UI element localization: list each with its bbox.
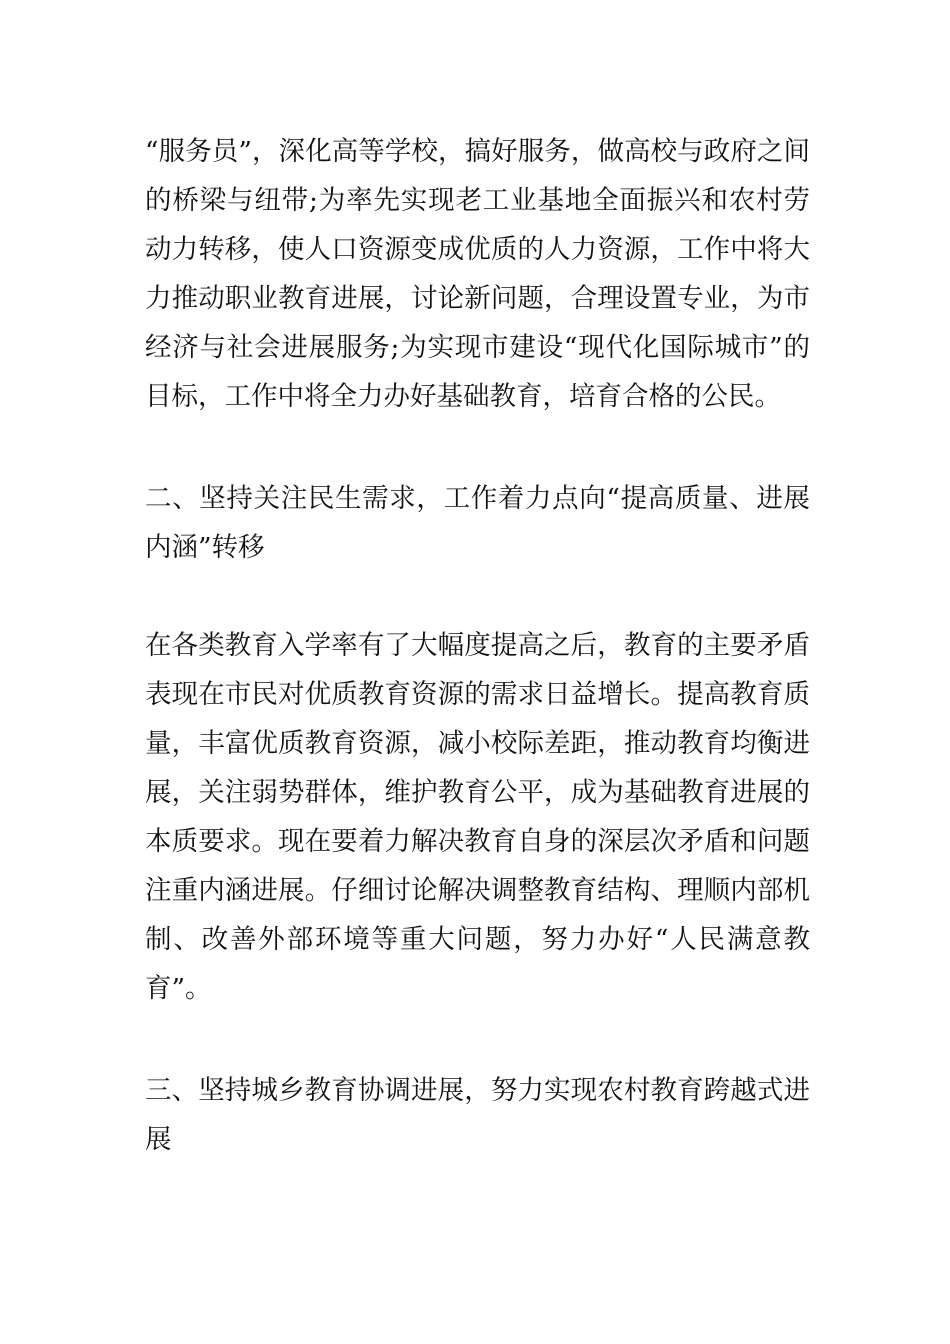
paragraph-service-role: “服务员”，深化高等学校，搞好服务，做高校与政府之间的桥梁与纽带;为率先实现老工业基地全面振兴和农村劳动力转移，使人口资源变成优质的人力资源，工作中将大力推动职业教育进展，讨论新问题，合理设置专业，为市经济与社会进展服务;为实现市建设“现代化国际城市”的目标，工作中将全力办好基础教育，培育合格的公民。: [145, 136, 810, 412]
section-heading-3: 三、坚持城乡教育协调进展，努力实现农村教育跨越式进展: [145, 1075, 810, 1155]
section-heading-2: 二、坚持关注民生需求，工作着力点向“提高质量、进展内涵”转移: [145, 483, 810, 563]
paragraph-education-quality: 在各类教育入学率有了大幅度提高之后，教育的主要矛盾表现在市民对优质教育资源的需求日益增长。提高教育质量，丰富优质教育资源，减小校际差距，推动教育均衡进展，关注弱势群体，维护教育公平，成为基础教育进展的本质要求。现在要着力解决教育自身的深层次矛盾和问题注重内涵进展。仔细讨论解决调整教育结构、理顺内部机制、改善外部环境等重大问题，努力办好“人民满意教育”。: [145, 630, 810, 1004]
